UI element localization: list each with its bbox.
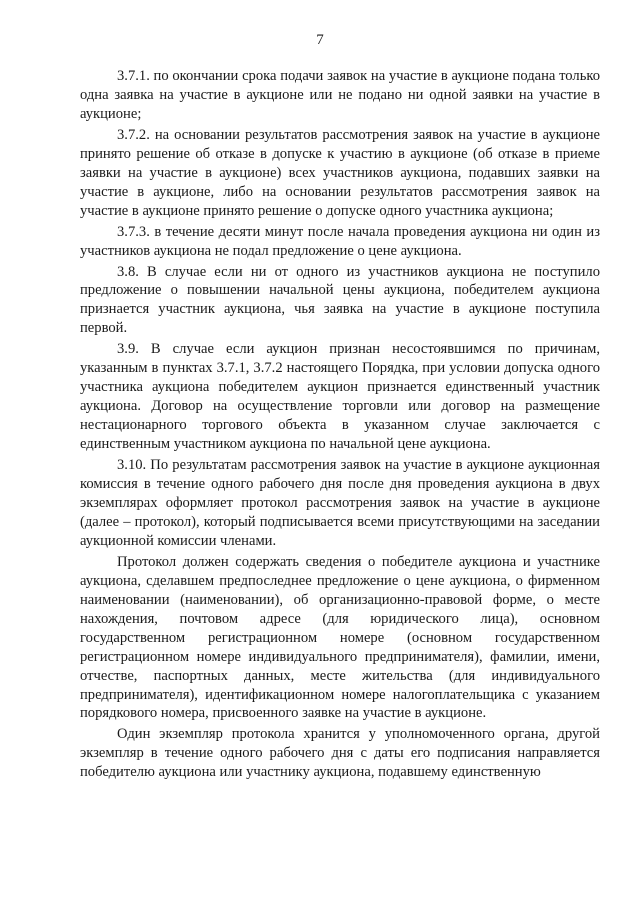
paragraph-3-7-1: 3.7.1. по окончании срока подачи заявок на участие в аукционе подана только одна заявка на участие в аукционе или не подано ни одной заявки на участие в аукционе; (80, 68, 600, 122)
paragraph-protocol-contents: Протокол должен содержать сведения о победителе аукциона и участнике аукциона, сделавшем предпоследнее предложение о цене аукциона, о фирменном наименовании (наименовании), об организационно-правовой форме, о месте нахождения, почтовом адресе (для юридического лица), основном государственном регистрационном номере (основном государственном регистрационном номере индивидуального предпринимателя), фамилии, имени, отчестве, паспортных данных, месте жительства (для индивидуального предпринимателя), идентификационном номере налогоплательщика с указанием порядкового номера, присвоенного заявке на участие в аукционе. (80, 553, 600, 722)
paragraph-3-7-3: 3.7.3. в течение десяти минут после начала проведения аукциона ни один из участников аукциона не подал предложение о цене аукциона. (80, 223, 600, 259)
document-body (80, 67, 600, 784)
page-number: 7 (316, 32, 324, 48)
paragraph-3-7-2: 3.7.2. на основании результатов рассмотрения заявок на участие в аукционе принято решение об отказе в допуске к участию в аукционе (об отказе в приеме заявки на участие в аукционе) всех участников аукциона, подавших заявки на участие в аукционе, либо на основании результатов рассмотрения заявок на участие в аукционе принято решение о допуске одного участника аукциона; (80, 126, 600, 219)
paragraph-3-8: 3.8. В случае если ни от одного из участников аукциона не поступило предложение о повышении начальной цены аукциона, победителем аукциона признается участник аукциона, чья заявка на участие в аукционе поступила первой. (80, 263, 600, 337)
paragraph-3-10: 3.10. По результатам рассмотрения заявок на участие в аукционе аукционная комиссия в течение одного рабочего дня после дня проведения аукциона в двух экземплярах оформляет протокол рассмотрения заявок на участие в аукционе (далее – протокол), который подписывается всеми присутствующими на заседании аукционной комиссии членами. (80, 457, 600, 549)
paragraph-protocol-copies: Один экземпляр протокола хранится у уполномоченного органа, другой экземпляр в течение одного рабочего дня с даты его подписания направляется победителю аукциона или участнику аукциона, подавшему единственную (80, 726, 600, 781)
paragraph-3-9: 3.9. В случае если аукцион признан несостоявшимся по причинам, указанным в пунктах 3.7.1, 3.7.2 настоящего Порядка, при условии допуска одного участника аукциона победителем аукцион признается единственный участник аукциона. Договор на осуществление торговли или договор на размещение нестационарного торгового объекта в указанном случае заключается с единственным участником аукциона по начальной цене аукциона. (80, 341, 600, 453)
